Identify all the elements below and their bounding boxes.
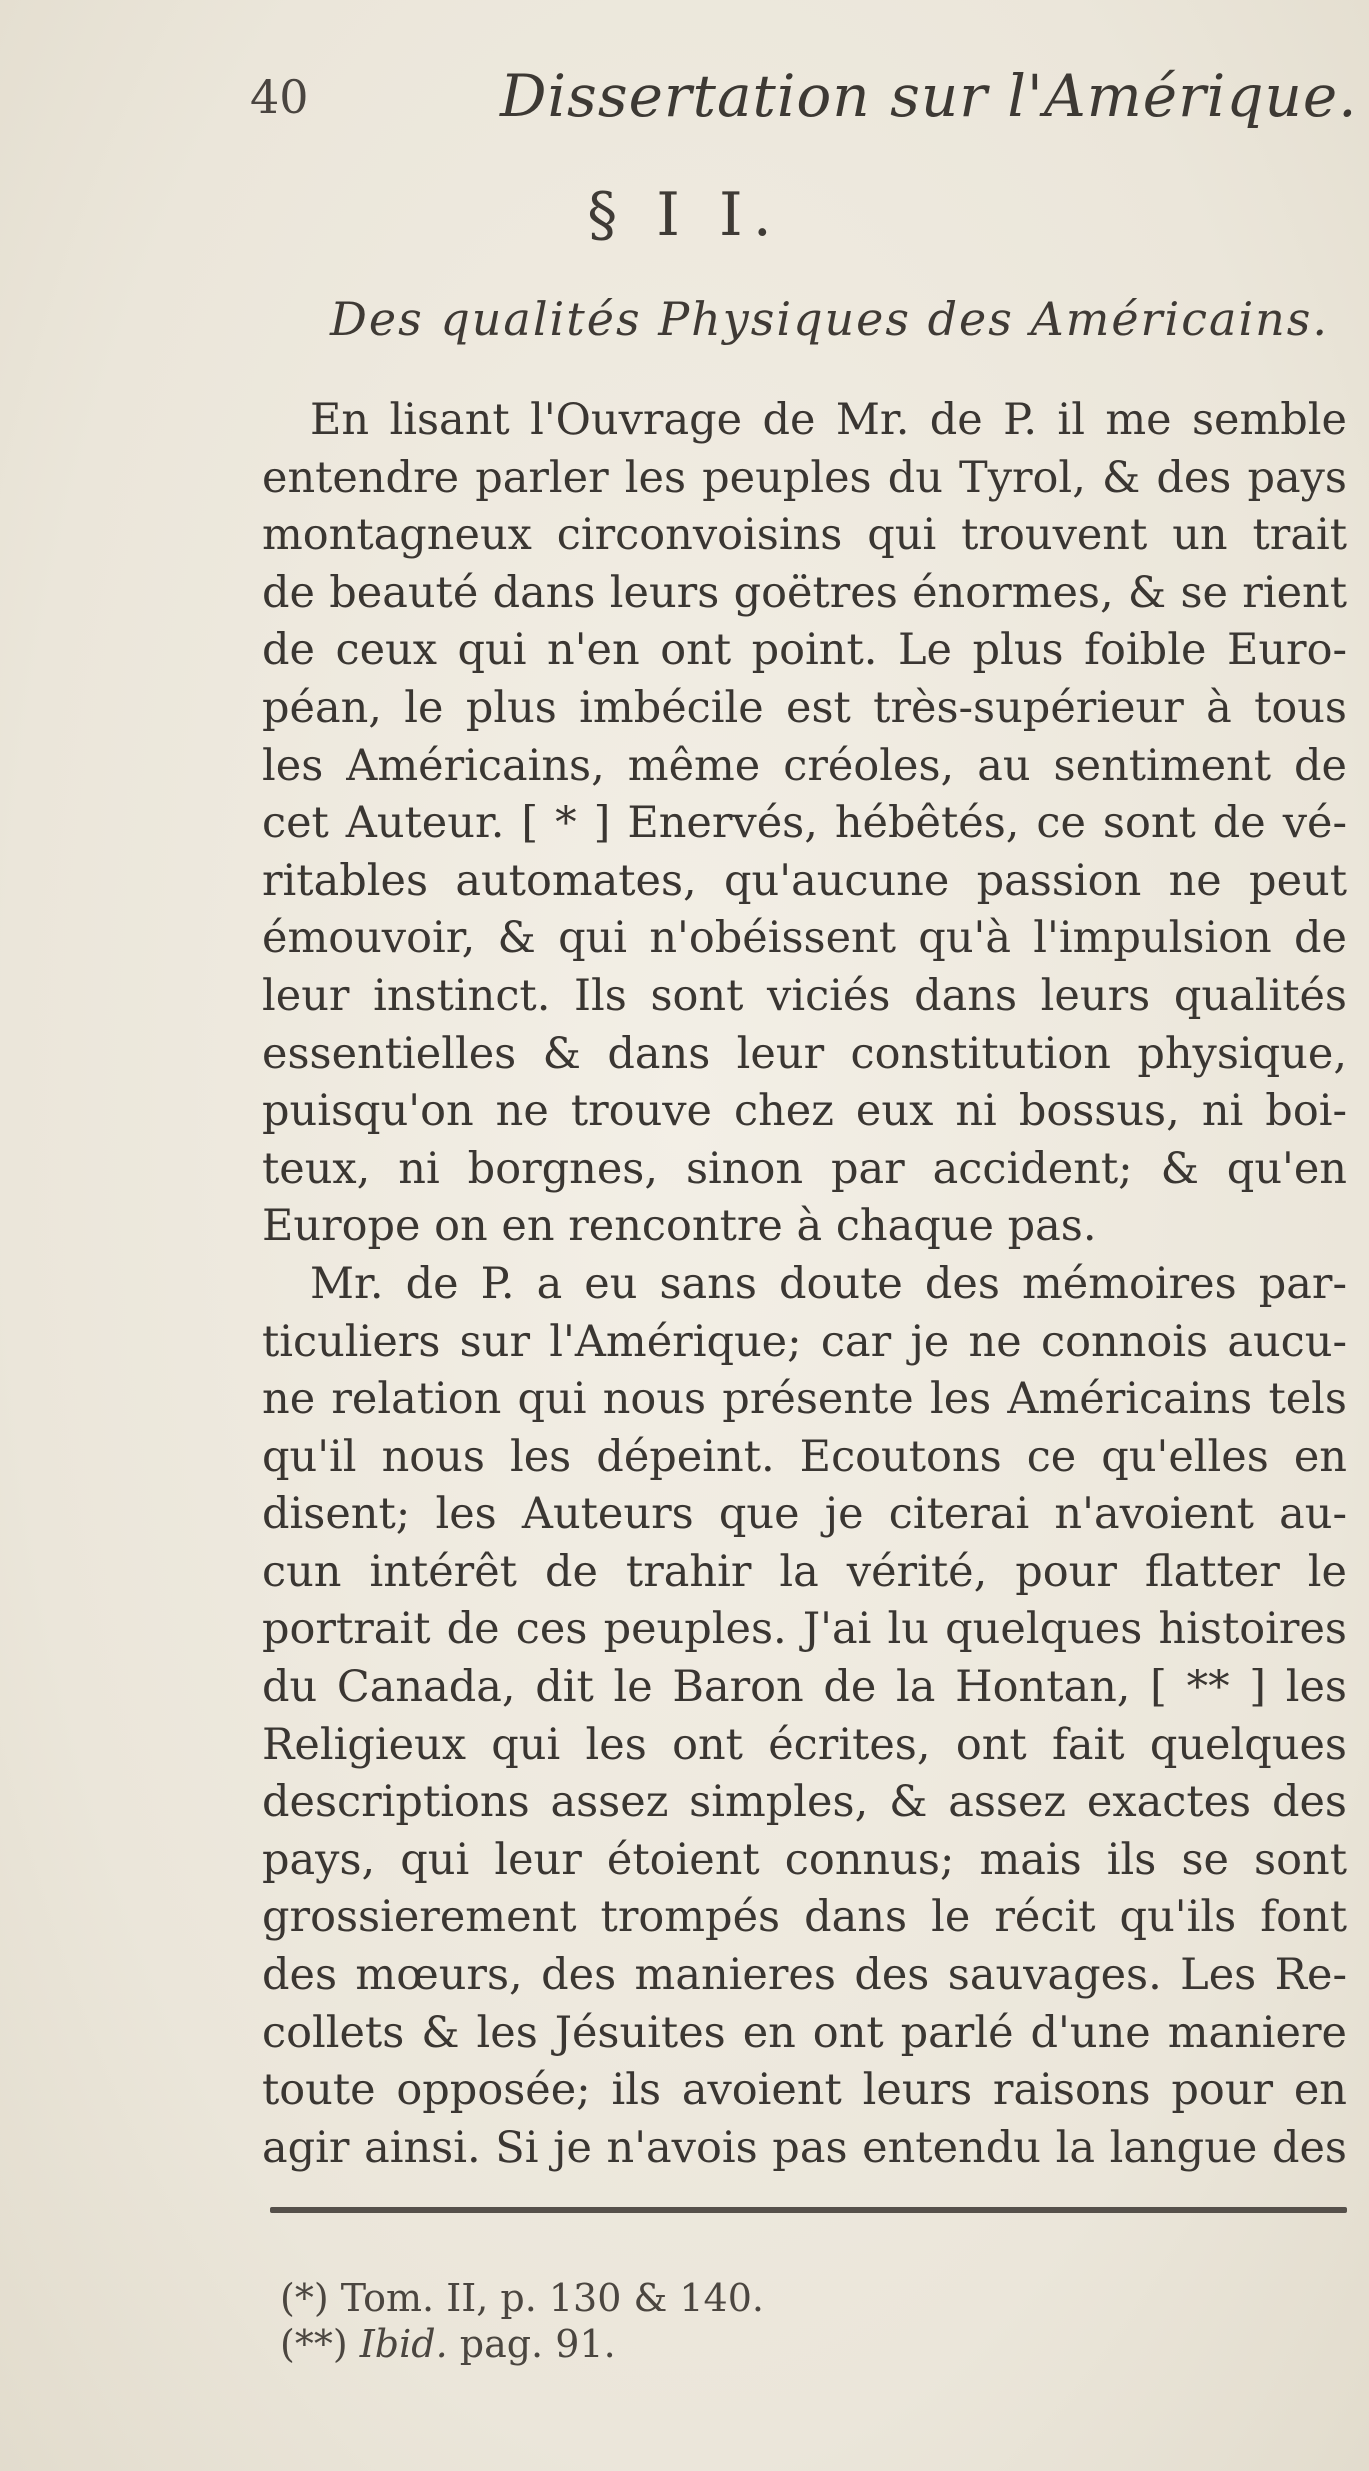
text-line: montagneux circonvoisins qui trouvent un trait — [262, 510, 1347, 561]
footnote-2-page: pag. 91. — [459, 2322, 616, 2366]
text-line: de ceux qui n'en ont point. Le plus foible Euro- — [262, 625, 1347, 676]
text-line: ne relation qui nous présente les Américains tels — [262, 1374, 1347, 1425]
text-line: qu'il nous les dépeint. Ecoutons ce qu'elles en — [262, 1431, 1347, 1482]
running-head — [0, 62, 1369, 152]
text-line: émouvoir, & qui n'obéissent qu'à l'impulsion de — [262, 913, 1347, 964]
footnote-1: (*) Tom. II, p. 130 & 140. — [280, 2276, 764, 2320]
text-line: les Américains, même créoles, au sentiment de — [262, 740, 1347, 791]
text-line: ritables automates, qu'aucune passion ne peut — [262, 855, 1347, 906]
page-number: 40 — [250, 70, 309, 124]
text-line: cet Auteur. [ * ] Enervés, hébêtés, ce sont de vé- — [262, 798, 1347, 849]
text-line: Mr. de P. a eu sans doute des mémoires par- — [310, 1258, 1347, 1309]
text-line: ticuliers sur l'Amérique; car je ne connois aucu- — [262, 1316, 1347, 1367]
text-line: agir ainsi. Si je n'avois pas entendu la langue des — [262, 2122, 1347, 2173]
footnote-rule — [270, 2207, 1347, 2213]
text-line: En lisant l'Ouvrage de Mr. de P. il me semble — [310, 395, 1347, 445]
text-line: du Canada, dit le Baron de la Hontan, [ ** ] les — [262, 1662, 1347, 1713]
text-line: toute opposée; ils avoient leurs raisons pour en — [262, 2065, 1347, 2116]
text-line: Europe on en rencontre à chaque pas. — [262, 1201, 1097, 1252]
text-line: grossierement trompés dans le récit qu'ils font — [262, 1892, 1347, 1943]
text-line: descriptions assez simples, & assez exactes des — [262, 1777, 1347, 1828]
text-line: pays, qui leur étoient connus; mais ils se sont — [262, 1834, 1347, 1885]
footnote-2 — [280, 2321, 1080, 2367]
text-line: teux, ni borgnes, sinon par accident; & qu'en — [262, 1143, 1347, 1194]
text-line: entendre parler les peuples du Tyrol, & des pays — [262, 452, 1347, 503]
footnote-2-marker: (**) — [280, 2322, 348, 2366]
text-line: portrait de ces peuples. J'ai lu quelques histoires — [262, 1604, 1347, 1655]
text-line: essentielles & dans leur constitution physique, — [262, 1028, 1347, 1079]
text-line: puisqu'on ne trouve chez eux ni bossus, ni boi- — [262, 1086, 1347, 1137]
text-line: collets & les Jésuites en ont parlé d'une maniere — [262, 2007, 1347, 2058]
footnote-2-ibid: Ibid. — [359, 2322, 448, 2366]
body-text — [262, 392, 1347, 2177]
text-line: cun intérêt de trahir la vérité, pour flatter le — [262, 1546, 1347, 1597]
text-line: des mœurs, des manieres des sauvages. Les Re- — [262, 1950, 1347, 2001]
text-line: péan, le plus imbécile est très-supérieur à tous — [262, 682, 1347, 733]
section-title: Des qualités Physiques des Américains. — [330, 292, 1330, 346]
section-number: § I I. — [587, 180, 782, 250]
footnotes — [280, 2275, 1080, 2367]
text-line: disent; les Auteurs que je citerai n'avoient au- — [262, 1489, 1347, 1540]
text-line: leur instinct. Ils sont viciés dans leurs qualités — [262, 970, 1347, 1021]
text-line: Religieux qui les ont écrites, ont fait quelques — [262, 1719, 1347, 1770]
running-title: Dissertation sur l'Amérique. — [500, 62, 1358, 130]
text-line: de beauté dans leurs goëtres énormes, & se rient — [262, 567, 1347, 618]
